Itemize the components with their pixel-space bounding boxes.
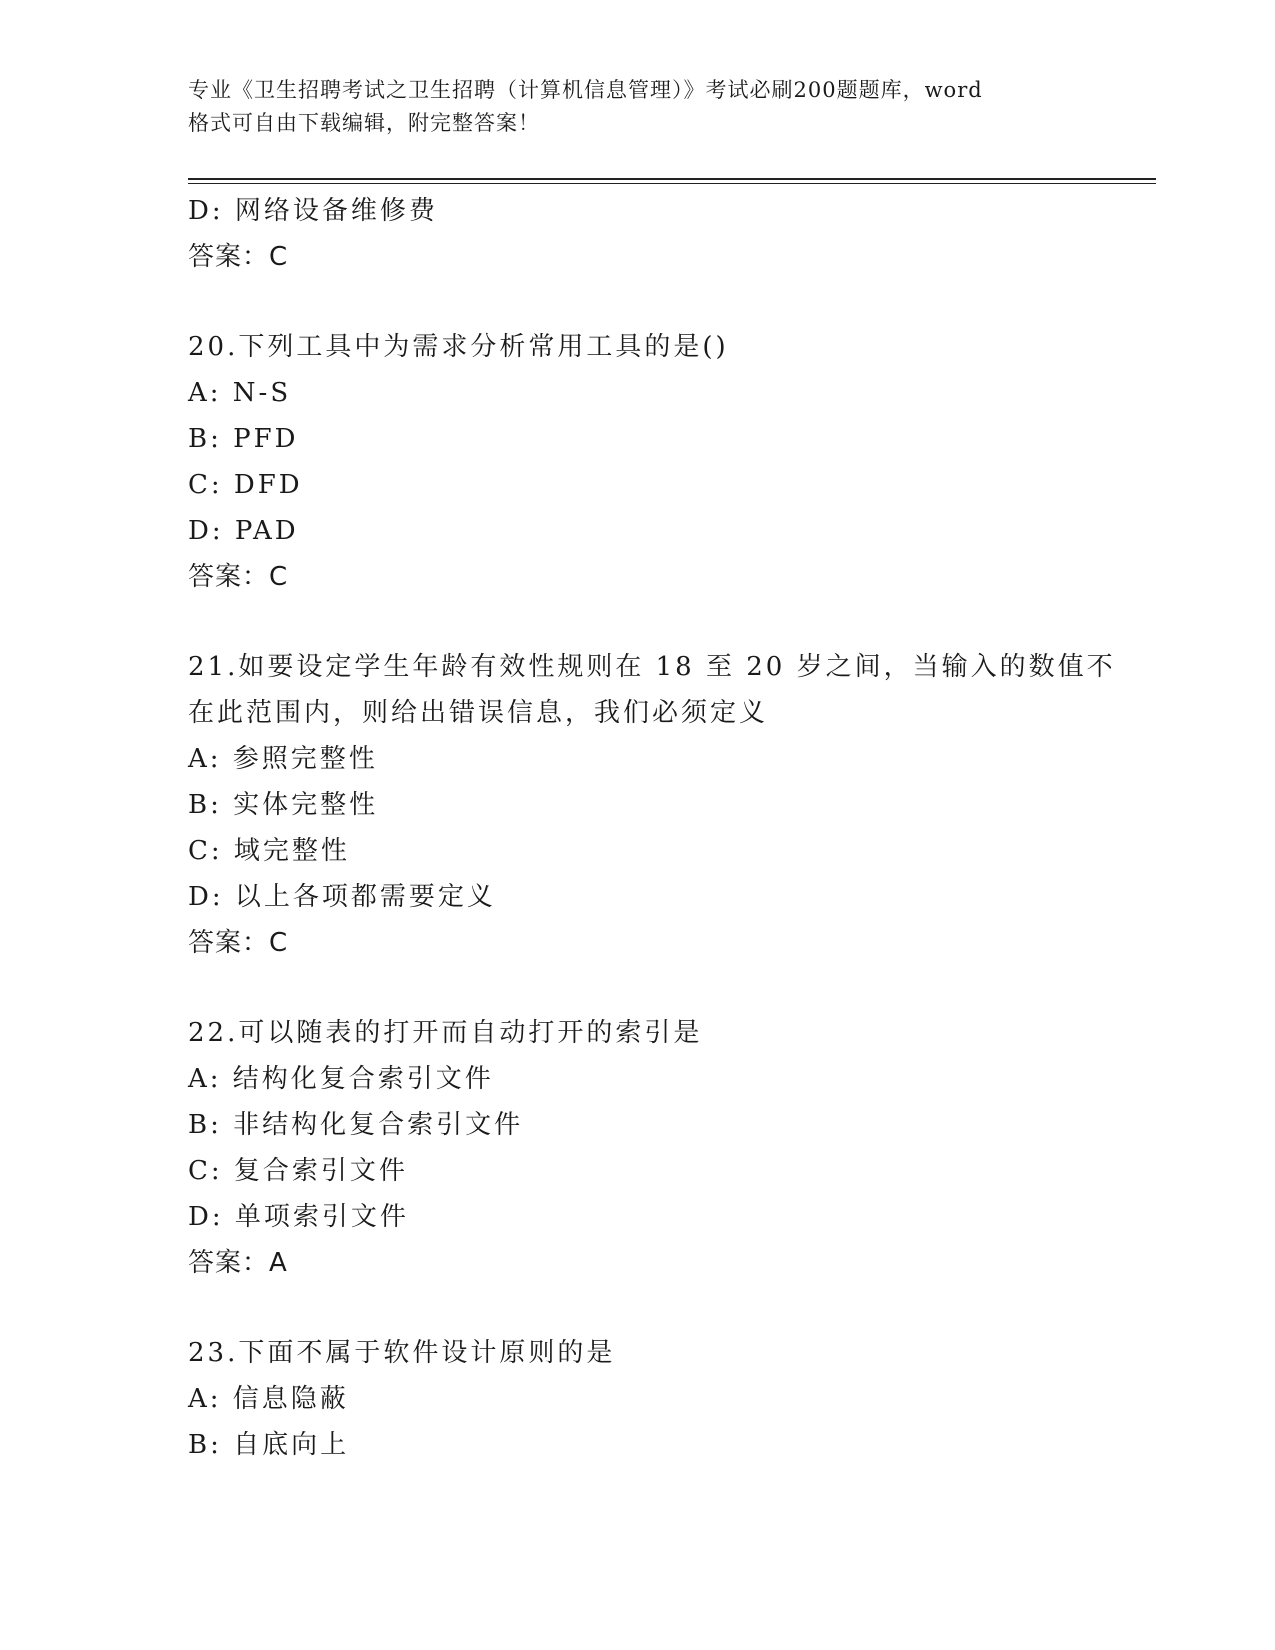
spacer bbox=[188, 600, 1088, 644]
option-a: A: 结构化复合索引文件 bbox=[188, 1064, 494, 1094]
answer-line: 答案：C bbox=[188, 928, 289, 958]
question-stem: 20.下列工具中为需求分析常用工具的是() bbox=[188, 332, 729, 362]
spacer bbox=[188, 966, 1088, 1010]
header-divider-thick bbox=[188, 178, 1156, 180]
answer-line: 答案：A bbox=[188, 1248, 288, 1278]
question-21 bbox=[188, 644, 1116, 966]
question-19-fragment bbox=[188, 188, 1088, 280]
option-b: B: 自底向上 bbox=[188, 1430, 350, 1460]
option-b: B: PFD bbox=[188, 424, 299, 454]
question-content bbox=[188, 188, 1116, 1468]
spacer bbox=[188, 1286, 1088, 1330]
question-stem-line-2: 在此范围内，则给出错误信息，我们必须定义 bbox=[188, 698, 769, 728]
option-c: C: 域完整性 bbox=[188, 836, 350, 866]
question-22 bbox=[188, 1010, 1088, 1286]
question-stem: 22.可以随表的打开而自动打开的索引是 bbox=[188, 1018, 703, 1048]
answer-line: 答案：C bbox=[188, 242, 289, 272]
document-header bbox=[188, 74, 1088, 140]
option-d: D: 网络设备维修费 bbox=[188, 196, 438, 226]
option-c: C: DFD bbox=[188, 470, 303, 500]
header-divider-thin bbox=[188, 183, 1156, 184]
option-a: A: N-S bbox=[188, 378, 292, 408]
option-d: D: PAD bbox=[188, 516, 299, 546]
header-title-line-2: 格式可自由下载编辑，附完整答案！ bbox=[188, 111, 540, 135]
option-a: A: 信息隐蔽 bbox=[188, 1384, 349, 1414]
answer-line: 答案：C bbox=[188, 562, 289, 592]
spacer bbox=[188, 280, 1088, 324]
question-20 bbox=[188, 324, 1088, 600]
header-title-line-1: 专业《卫生招聘考试之卫生招聘（计算机信息管理）》考试必刷200题题库，word bbox=[188, 78, 983, 102]
option-d: D: 单项索引文件 bbox=[188, 1202, 409, 1232]
option-d: D: 以上各项都需要定义 bbox=[188, 882, 496, 912]
option-c: C: 复合索引文件 bbox=[188, 1156, 408, 1186]
question-stem-line-1: 21.如要设定学生年龄有效性规则在 18 至 20 岁之间，当输入的数值不 bbox=[188, 652, 1116, 682]
question-23 bbox=[188, 1330, 1088, 1468]
question-stem: 23.下面不属于软件设计原则的是 bbox=[188, 1338, 616, 1368]
option-b: B: 实体完整性 bbox=[188, 790, 379, 820]
option-a: A: 参照完整性 bbox=[188, 744, 378, 774]
option-b: B: 非结构化复合索引文件 bbox=[188, 1110, 524, 1140]
